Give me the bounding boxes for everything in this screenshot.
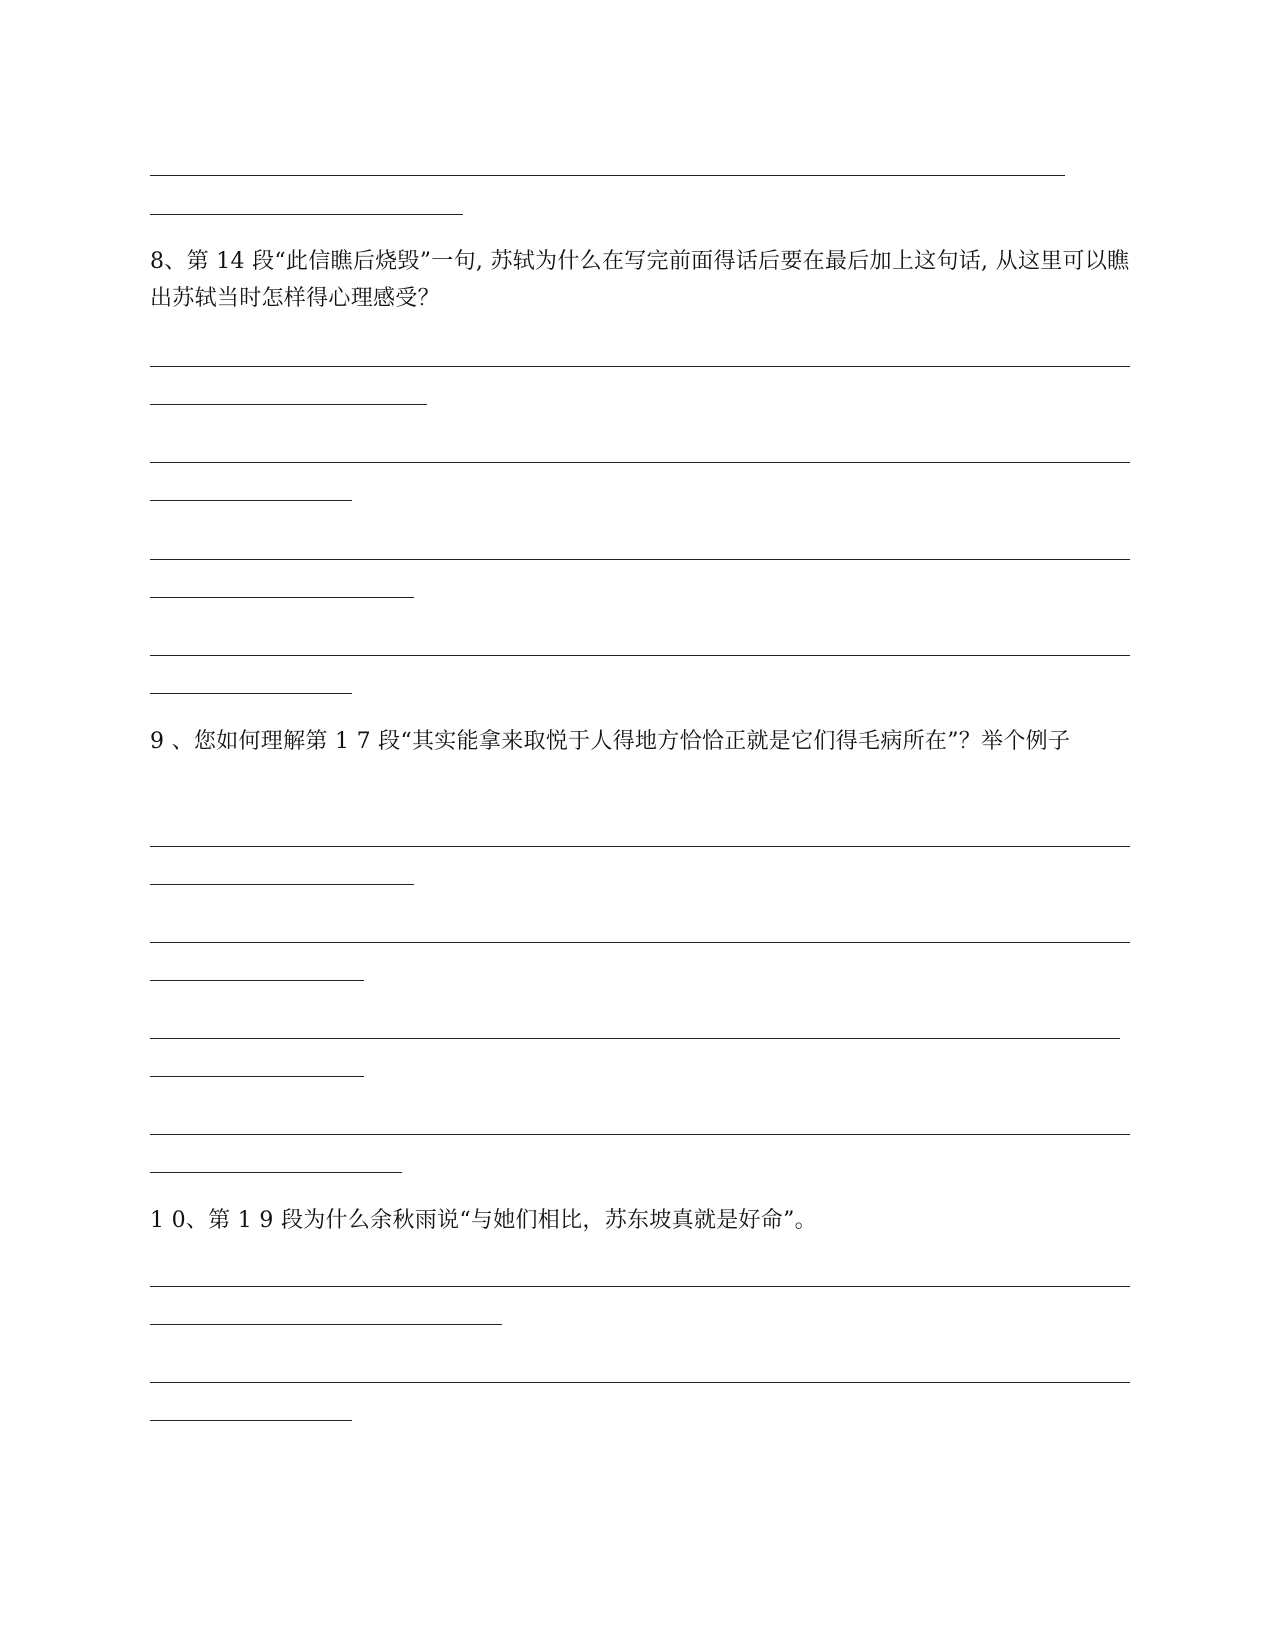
answer-line xyxy=(150,500,352,501)
answer-line xyxy=(150,366,1130,367)
answer-line xyxy=(150,1172,402,1173)
question-8: 8、第 14 段“此信瞧后烧毁”一句, 苏轼为什么在写完前面得话后要在最后加上这句话, 从这里可以瞧出苏轼当时怎样得心理感受？ xyxy=(150,249,1130,311)
answer-line xyxy=(150,1324,502,1325)
answer-line xyxy=(150,942,1130,943)
answer-line xyxy=(150,980,364,981)
question-10: 1 0、第 1 9 段为什么余秋雨说“与她们相比，苏东坡真就是好命”。 xyxy=(150,1208,817,1233)
answer-line xyxy=(150,1038,1120,1039)
answer-line xyxy=(150,655,1130,656)
answer-line xyxy=(150,1286,1130,1287)
answer-line xyxy=(150,693,352,694)
question-9: 9 、您如何理解第 1 7 段“其实能拿来取悦于人得地方恰恰正就是它们得毛病所在”？举个例子 xyxy=(150,729,1071,754)
answer-line xyxy=(150,597,414,598)
answer-line xyxy=(150,559,1130,560)
answer-line xyxy=(150,884,414,885)
answer-line xyxy=(150,1134,1130,1135)
answer-line xyxy=(150,1382,1130,1383)
answer-line xyxy=(150,214,463,215)
answer-line xyxy=(150,846,1130,847)
answer-line xyxy=(150,404,427,405)
answer-line xyxy=(150,175,1065,176)
answer-line xyxy=(150,462,1130,463)
answer-line xyxy=(150,1420,352,1421)
answer-line xyxy=(150,1076,364,1077)
